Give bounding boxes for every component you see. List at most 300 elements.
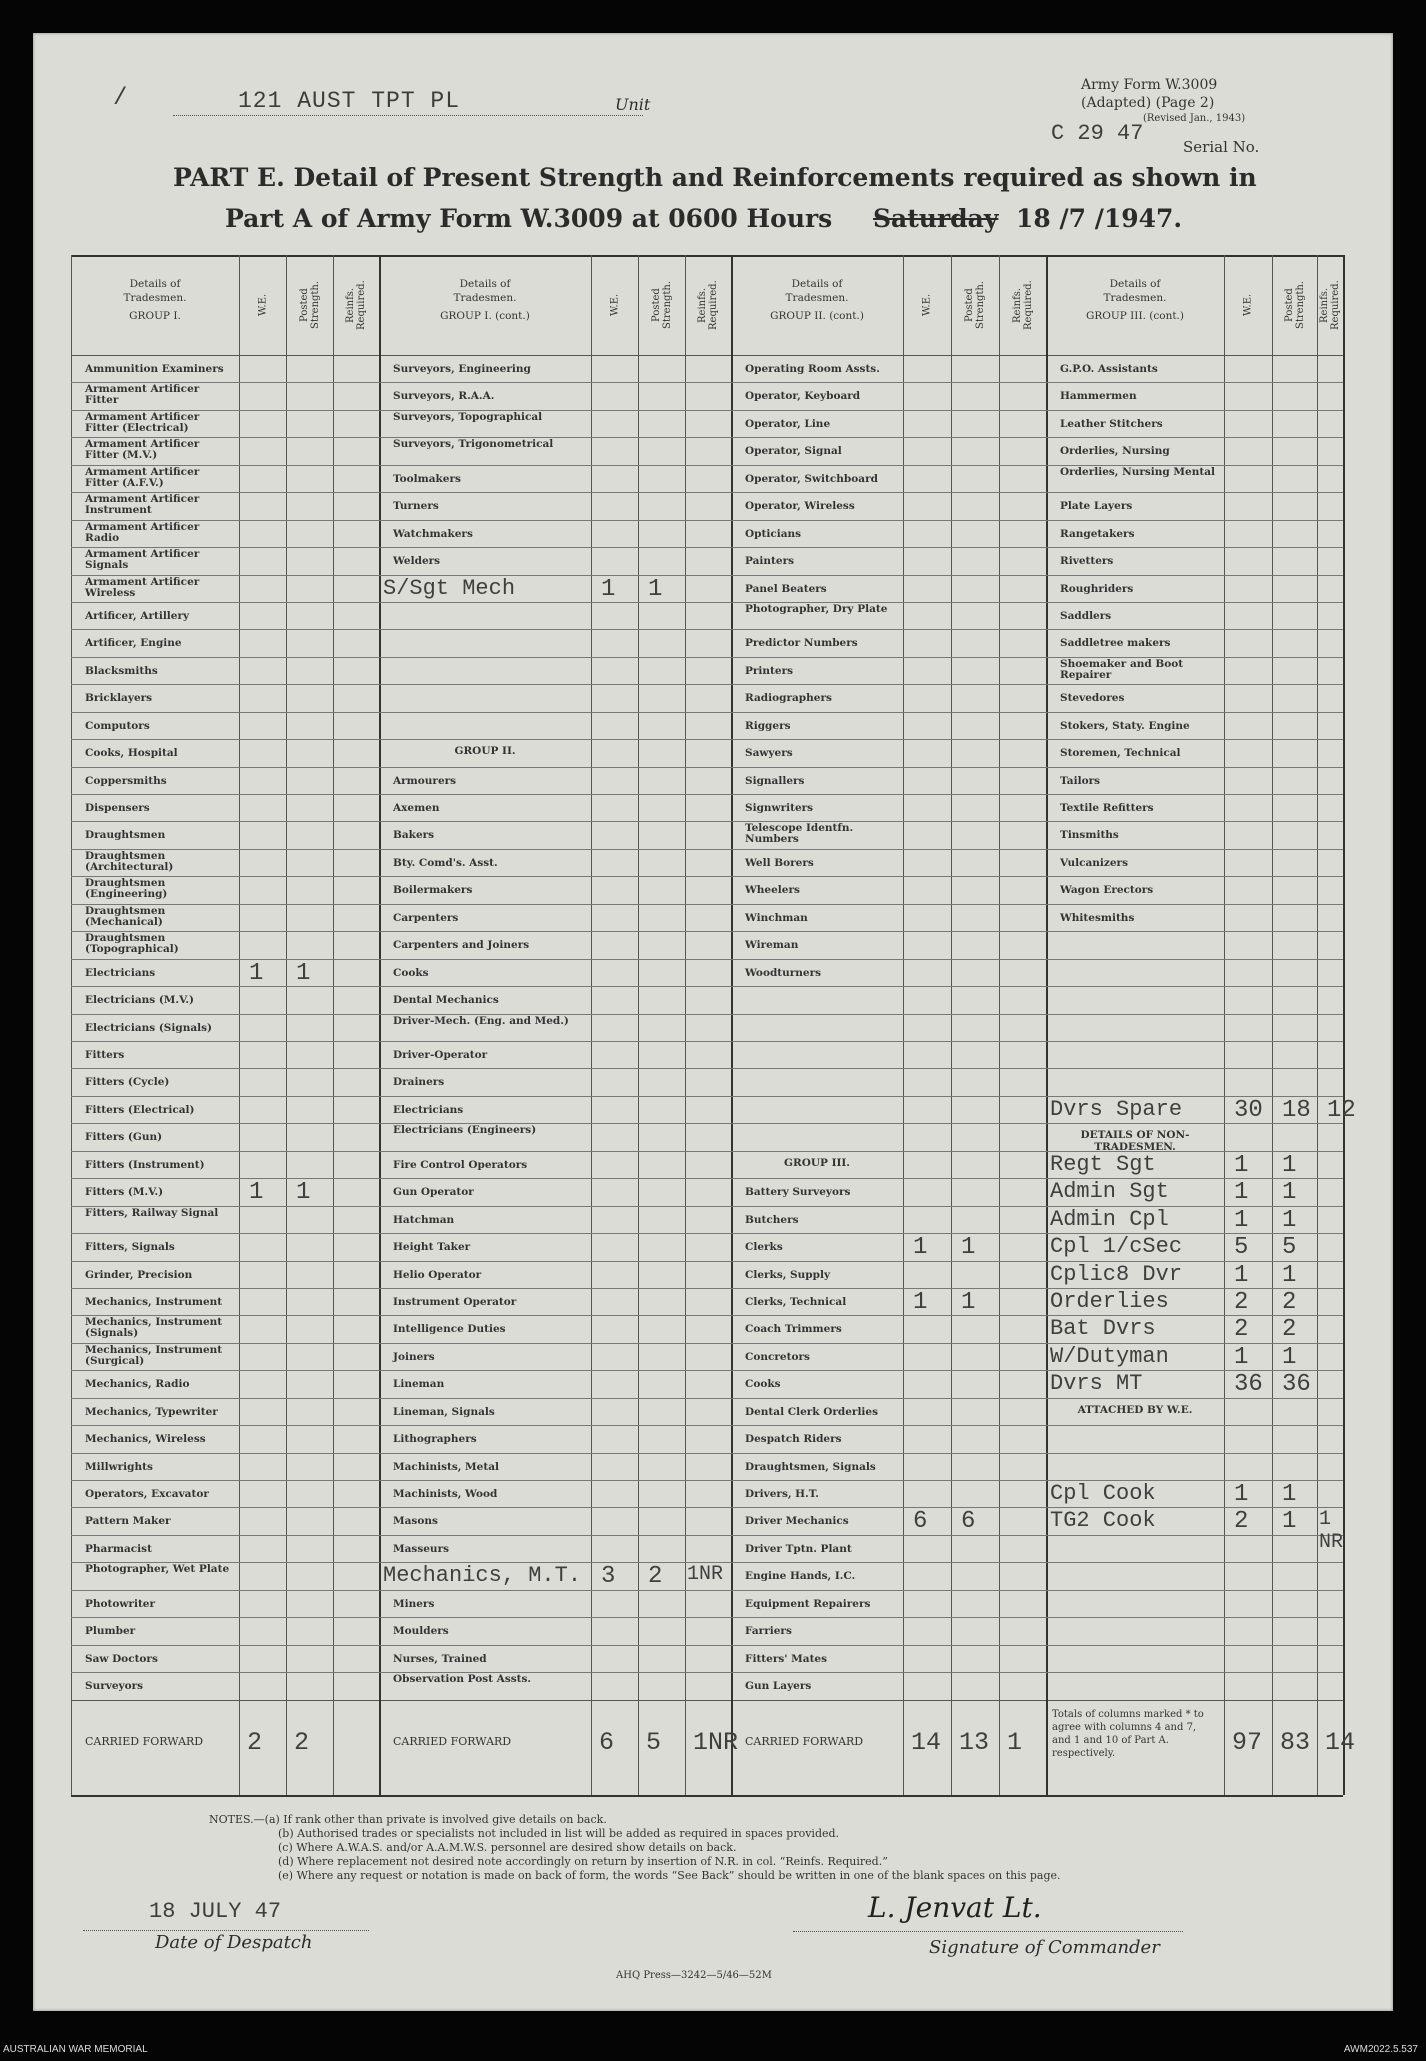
trade-label: Cooks, Hospital [85,747,178,760]
reinf-header: Reinfs. Required. [345,280,367,330]
posted-value: 1 [296,959,311,987]
trade-label: Equipment Repairers [745,1597,871,1610]
trade-label: Plumber [85,1625,136,1638]
trade-label: Battery Surveyors [745,1186,851,1199]
trade-label: Boilermakers [393,884,473,897]
note-d: (d) Where replacement not desired note accordingly on return by insertion of N.R. in col. “Reinfs. Required.” [278,1855,888,1868]
trade-label: Pattern Maker [85,1515,171,1528]
trade-label: Carpenters [393,911,459,924]
details-header-label: Details of Tradesmen. [453,278,517,304]
column-rule [685,255,686,1795]
trade-label: Photographer, Dry Plate [745,602,888,615]
row-rule [1046,821,1343,822]
trade-label: Draughtsmen [85,829,166,842]
row-rule [379,876,731,877]
typed-trade-label: Regt Sgt [1050,1151,1156,1177]
posted-value: 2 [1282,1288,1297,1316]
archive-ref: AWM2022.5.537 [1343,2044,1418,2055]
trade-label: Axemen [393,802,440,815]
row-rule [1046,712,1343,713]
trade-label: Drainers [393,1076,445,1089]
row-rule [71,1398,379,1399]
trade-label: Height Taker [393,1241,471,1254]
trade-label: Fire Control Operators [393,1158,528,1171]
trade-label: Vulcanizers [1060,856,1129,869]
row-rule [71,1672,379,1673]
trade-label: Surveyors, Engineering [393,363,531,375]
column-rule [379,255,381,1795]
row-rule [71,1480,379,1481]
trade-label: Radiographers [745,692,832,705]
despatch-dotted-line [83,1930,369,1931]
trade-label: Electricians (M.V.) [85,994,195,1007]
trade-label: Despatch Riders [745,1433,842,1446]
trade-label: Intelligence Duties [393,1323,506,1336]
row-rule [1046,602,1343,603]
trade-label: Armament Artificer Radio [85,520,200,544]
trade-label: Stevedores [1060,692,1125,705]
trade-label: Signallers [745,774,805,787]
row-rule [379,492,731,493]
trade-label: Artificer, Artillery [85,609,190,622]
title-line-1: PART E. Detail of Present Strength and Reinforcements required as shown in [173,163,1257,192]
form-name: Army Form W.3009 [1081,77,1218,93]
trade-label: Surveyors, R.A.A. [393,390,495,403]
row-rule [731,876,1046,877]
table-bottom-border [71,1795,1343,1797]
trade-label: Farriers [745,1625,792,1638]
row-rule [1046,1014,1343,1015]
trade-label: Leather Stitchers [1060,417,1163,430]
trade-label: Wagon Erectors [1060,884,1154,897]
row-rule [71,1014,379,1015]
total-we: 14 [911,1727,942,1757]
column-rule [731,255,733,1795]
row-rule [731,739,1046,740]
row-rule [731,849,1046,850]
row-rule [379,1480,731,1481]
reinf-value: 1NR [687,1563,724,1587]
row-rule [731,931,1046,932]
we-value: 36 [1234,1371,1263,1399]
typed-trade-label: Orderlies [1050,1288,1169,1314]
trade-label: Armament Artificer Instrument [85,493,200,517]
row-rule [379,849,731,850]
row-rule [731,1480,1046,1481]
row-rule [731,1151,1046,1152]
row-rule [1046,547,1343,548]
unit-value: 121 AUST TPT PL [238,88,461,114]
row-rule [731,1233,1046,1234]
total-we: 97 [1232,1727,1263,1757]
row-rule [379,794,731,795]
trade-label: Predictor Numbers [745,637,858,650]
trade-label: Concretors [745,1350,810,1363]
row-rule [1046,1453,1343,1454]
row-rule [731,575,1046,576]
trade-label: Blacksmiths [85,664,158,677]
trade-label: Machinists, Wood [393,1488,498,1501]
trade-label: Orderlies, Nursing Mental [1060,465,1215,478]
column-rule [1272,255,1273,1795]
row-rule [731,437,1046,438]
trade-label: Ammunition Examiners [85,363,224,375]
row-rule [731,986,1046,987]
posted-value: 2 [648,1563,663,1591]
reinf-value: 1 NR [1319,1508,1344,1555]
trade-label: Surveyors [85,1680,144,1693]
trade-label: Fitters (Gun) [85,1131,163,1144]
trade-label: Surveyors, Topographical [393,410,543,423]
unit-prefix: / [113,85,128,112]
row-rule [731,1343,1046,1344]
trade-label: Fitters' Mates [745,1652,828,1665]
trade-label: Armament Artificer Fitter (M.V.) [85,438,200,462]
row-rule [731,1398,1046,1399]
we-header: W.E. [921,293,933,317]
row-rule [731,492,1046,493]
we-value: 3 [601,1563,616,1591]
trade-label: Toolmakers [393,472,461,485]
archive-footer [0,2040,1426,2061]
form-page [33,33,1393,2011]
posted-value: 5 [1282,1234,1297,1262]
trade-label: Plate Layers [1060,500,1133,513]
row-rule [379,931,731,932]
printer-mark: AHQ Press—3242—5/46—52M [616,1970,772,1981]
row-rule [1046,1672,1343,1673]
trade-label: Armament Artificer Signals [85,548,200,572]
row-rule [731,1068,1046,1069]
row-rule [71,1617,379,1618]
trade-label: Computors [85,719,150,732]
trade-label: Dental Mechanics [393,994,499,1007]
typed-trade-label: Bat Dvrs [1050,1316,1156,1342]
title-line-2: Part A of Army Form W.3009 at 0600 Hours [225,204,833,233]
table-top-border [71,255,1343,257]
signature-label: Signature of Commander [929,1937,1160,1958]
row-rule [71,1041,379,1042]
trade-label: Well Borers [745,856,814,869]
we-value: 5 [1234,1234,1249,1262]
despatch-date: 18 JULY 47 [149,1899,282,1924]
row-rule [731,684,1046,685]
row-rule [71,1261,379,1262]
row-rule [1046,1068,1343,1069]
row-rule [379,712,731,713]
row-rule [379,382,731,383]
row-rule [379,1645,731,1646]
posted-value: 1 [648,575,663,603]
despatch-label: Date of Despatch [155,1932,313,1953]
we-value: 1 [1234,1151,1249,1179]
trade-label: Clerks, Supply [745,1268,831,1281]
trade-label: Wireman [745,939,799,952]
trade-label: Armament Artificer Fitter (Electrical) [85,410,200,434]
row-rule [379,547,731,548]
typed-trade-label: Dvrs Spare [1050,1096,1183,1122]
form-revised: (Revised Jan., 1943) [1143,113,1246,124]
trade-label: Cooks [745,1378,781,1391]
trade-label: Saddlers [1060,609,1112,622]
row-rule [731,465,1046,466]
row-rule [71,1535,379,1536]
trade-label: Fitters [85,1049,125,1061]
we-value: 1 [249,959,264,987]
we-value: 1 [601,575,616,603]
row-rule [731,794,1046,795]
total-reinf: 1NR [693,1727,739,1757]
trade-label: Surveyors, Trigonometrical [393,438,554,451]
row-rule [1046,739,1343,740]
trade-label: Armament Artificer Fitter [85,383,200,407]
typed-trade-label: Cpl 1/cSec [1050,1234,1183,1260]
row-rule [71,1151,379,1152]
row-rule [731,1315,1046,1316]
we-value: 1 [913,1234,928,1262]
trade-label: Saddletree makers [1060,637,1171,650]
trade-label: G.P.O. Assistants [1060,363,1158,375]
serial-value: C 29 47 [1051,121,1144,146]
row-rule [71,684,379,685]
trade-label: Electricians [393,1103,464,1116]
row-rule [1046,986,1343,987]
trade-label: Cooks [393,966,429,979]
row-rule [71,1370,379,1371]
column-rule [903,255,904,1795]
row-rule [1046,382,1343,383]
posted-header: Posted Strength. [650,280,673,330]
row-rule [379,1151,731,1152]
trade-label: Fitters, Railway Signal [85,1206,219,1219]
row-rule [731,959,1046,960]
trade-label: Grinder, Precision [85,1268,193,1281]
trade-label: Draughtsmen (Architectural) [85,849,174,873]
we-value: 1 [1234,1179,1249,1207]
trade-label: Observation Post Assts. [393,1673,532,1686]
carried-forward-label: CARRIED FORWARD [85,1734,204,1748]
trade-label: Coppersmiths [85,774,167,787]
trade-label: Rangetakers [1060,527,1135,540]
trade-label: Winchman [745,911,808,924]
trade-label: Armament Artificer Wireless [85,575,200,599]
totals-note: Totals of columns marked * to agree with columns 4 and 7, and 1 and 10 of Part A. respectively. [1052,1708,1204,1759]
trade-label: Wheelers [745,884,800,897]
row-rule [379,602,731,603]
row-rule [379,1507,731,1508]
we-value: 2 [1234,1288,1249,1316]
column-rule [239,255,240,1795]
row-rule [1046,437,1343,438]
trade-label: Bty. Comd's. Asst. [393,856,498,869]
column-rule [638,255,639,1795]
trade-label: Tinsmiths [1060,829,1119,842]
row-rule [71,1425,379,1426]
total-we: 6 [599,1727,615,1757]
row-rule [731,410,1046,411]
trade-label: Engine Hands, I.C. [745,1570,856,1583]
header-divider [71,355,1343,356]
trade-label: Dental Clerk Orderlies [745,1405,879,1418]
we-value: 1 [913,1288,928,1316]
typed-trade-label: TG2 Cook [1050,1508,1156,1534]
typed-trade-label: W/Dutyman [1050,1343,1169,1369]
posted-value: 6 [961,1508,976,1536]
trade-label: Operating Room Assts. [745,363,880,375]
trade-label: Gun Layers [745,1680,812,1693]
we-value: 6 [913,1508,928,1536]
trade-label: Welders [393,555,441,568]
title-date: 18 /7 /1947. [1016,204,1183,233]
row-rule [71,712,379,713]
trade-label: Operator, Signal [745,445,842,458]
row-rule [731,1041,1046,1042]
section-heading: GROUP II. [454,745,516,758]
row-rule [1046,767,1343,768]
posted-header: Posted Strength. [1283,280,1306,330]
column-rule [286,255,287,1795]
row-rule [379,1261,731,1262]
row-rule [379,959,731,960]
typed-trade-label: Cplic8 Dvr [1050,1261,1183,1287]
total-we: 2 [247,1727,263,1757]
trade-label: Tailors [1060,774,1101,787]
posted-value: 18 [1282,1096,1311,1124]
form-adapted: (Adapted) (Page 2) [1081,95,1215,111]
row-rule [379,1288,731,1289]
trade-label: Armourers [393,774,457,787]
row-rule [731,1425,1046,1426]
row-rule [1046,904,1343,905]
trade-label: Armament Artificer Fitter (A.F.V.) [85,465,200,489]
row-rule [731,1507,1046,1508]
row-rule [379,1315,731,1316]
posted-header: Posted Strength. [298,280,321,330]
row-rule [71,1288,379,1289]
trade-label: Watchmakers [393,527,473,540]
row-rule [731,767,1046,768]
trade-label: Masseurs [393,1542,450,1555]
row-rule [71,1453,379,1454]
total-reinf: 14 [1325,1727,1356,1757]
we-header: W.E. [609,293,620,317]
trade-label: Operator, Wireless [745,500,855,513]
trade-label: Electricians (Signals) [85,1021,213,1034]
row-rule [379,465,731,466]
column-rule [1224,255,1225,1795]
trade-label: Rivetters [1060,555,1114,568]
row-rule [379,1398,731,1399]
details-header [735,277,899,323]
total-posted: 13 [959,1727,990,1757]
trade-label: Butchers [745,1213,799,1226]
row-rule [379,1178,731,1179]
trade-label: Helio Operator [393,1268,482,1281]
posted-value: 1 [961,1288,976,1316]
row-rule [731,1123,1046,1124]
row-rule [379,739,731,740]
row-rule [379,1096,731,1097]
row-rule [379,904,731,905]
posted-value: 1 [1282,1343,1297,1371]
row-rule [379,767,731,768]
row-rule [379,1370,731,1371]
details-header [1050,277,1220,323]
title-day: Saturday [873,204,999,233]
row-rule [731,547,1046,548]
row-rule [1046,1041,1343,1042]
row-rule [731,382,1046,383]
trade-label: Panel Beaters [745,582,827,595]
trade-label: Operator, Keyboard [745,390,861,403]
trade-label: Bricklayers [85,692,153,705]
details-header [75,277,235,323]
trade-label: Gun Operator [393,1186,474,1199]
trade-label: Fitters (Cycle) [85,1076,170,1089]
trade-label: Shoemaker and Boot Repairer [1060,657,1184,681]
trade-label: Textile Refitters [1060,802,1154,815]
typed-trade-label: Admin Sgt [1050,1179,1169,1205]
row-rule [71,767,379,768]
trade-label: Turners [393,500,439,513]
row-rule [1046,1645,1343,1646]
typed-trade-label: Admin Cpl [1050,1206,1169,1232]
row-rule [379,986,731,987]
row-rule [1046,410,1343,411]
row-rule [731,1672,1046,1673]
group-header-label: GROUP I. [129,310,181,322]
trade-label: Mechanics, Instrument (Surgical) [85,1343,223,1367]
trade-label: Masons [393,1515,438,1528]
trade-label: Artificer, Engine [85,637,182,650]
trade-label: Photographer, Wet Plate [85,1563,230,1576]
row-rule [731,520,1046,521]
posted-value: 1 [1282,1508,1297,1536]
we-header: W.E. [1242,293,1254,317]
row-rule [379,1453,731,1454]
row-rule [731,1617,1046,1618]
we-value: 1 [249,1179,264,1207]
total-posted: 83 [1280,1727,1311,1757]
row-rule [379,1425,731,1426]
row-rule [1046,684,1343,685]
unit-label: Unit [615,95,651,114]
row-rule [379,684,731,685]
trade-label: Electricians [85,966,156,979]
group-header-label: GROUP I. (cont.) [440,310,530,322]
trade-label: Instrument Operator [393,1295,517,1308]
trade-label: Fitters, Signals [85,1241,175,1254]
trade-label: Lineman, Signals [393,1405,495,1418]
trade-label: Millwrights [85,1460,153,1473]
row-rule [1046,876,1343,877]
trade-label: Driver Mechanics [745,1515,849,1528]
row-rule [731,1178,1046,1179]
column-rule [951,255,952,1795]
trade-label: Operator, Switchboard [745,472,878,485]
row-rule [1046,1425,1343,1426]
notes [209,1813,1061,1883]
posted-value: 1 [1282,1151,1297,1179]
trade-label: Moulders [393,1625,449,1638]
posted-value: 36 [1282,1371,1311,1399]
row-rule [71,986,379,987]
trade-label: Mechanics, Radio [85,1378,190,1391]
row-rule [71,1123,379,1124]
row-rule [71,657,379,658]
reinf-value: 12 [1327,1096,1356,1124]
row-rule [71,1590,379,1591]
